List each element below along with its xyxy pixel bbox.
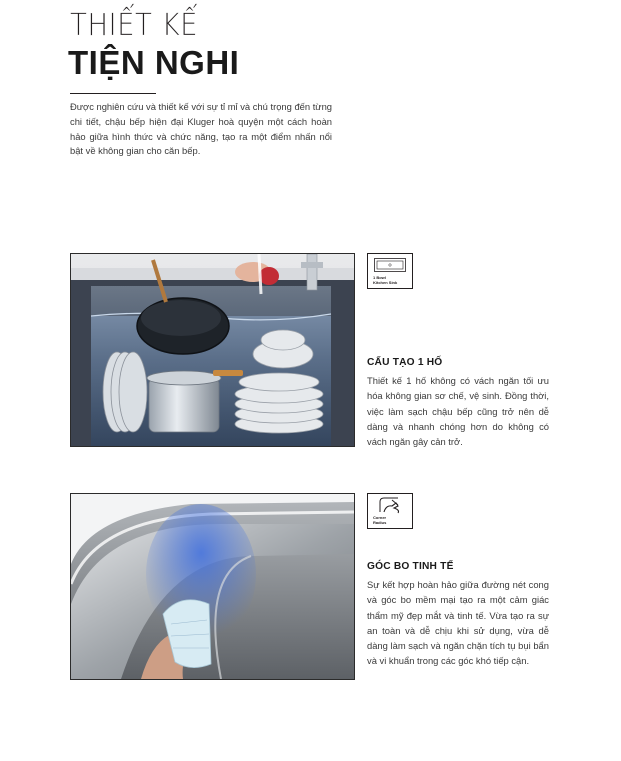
heading-bold: TIỆN NGHI [68,44,240,81]
badge-label-1bowl: 1 Bowl Kitchen Sink [373,275,398,285]
intro-paragraph: Được nghiên cứu và thiết kế với sự tỉ mỉ và chú trọng đến từng chi tiết, chậu bếp hiện đại Kluger hoà quyện một cách hoàn hảo giữa hình thức và chức năng, tạo ra một điểm nhấn nổi bật về không gian cho căn bếp. [70,101,332,157]
heading-divider [70,93,156,94]
section-title-corner-radius: GÓC BO TINH TẾ [367,561,454,572]
section-text-corner-radius: Sự kết hợp hoàn hảo giữa đường nét cong và góc bo mềm mại tạo ra một cảm giác thẩm mỹ đẹp mắt và tinh tế. Vừa tạo ra sự an toàn và dễ chịu khi sử dụng, vừa dễ dàng làm sạch và ngăn chặn tích tụ bụi bẩn và vi khuẩn trong các góc khó tiếp cận. [367,579,549,667]
section-title-single-bowl: CẤU TẠO 1 HỐ [367,357,443,368]
sink-dishes-photo [70,253,355,447]
heading-light: THIẾT KẾ [70,8,199,43]
corner-radius-icon [367,493,413,529]
section-text-single-bowl: Thiết kế 1 hố không có vách ngăn tối ưu hóa không gian sơ chế, vệ sinh. Đồng thời, việc làm sạch chậu bếp cũng trở nên dễ dàng và nhanh chóng hơn do không có vách ngăn gây cản trở. [367,375,549,448]
single-bowl-sink-icon [367,253,413,289]
corner-radius-photo [70,493,355,680]
badge-label-corner: Corner Radius [373,515,387,525]
